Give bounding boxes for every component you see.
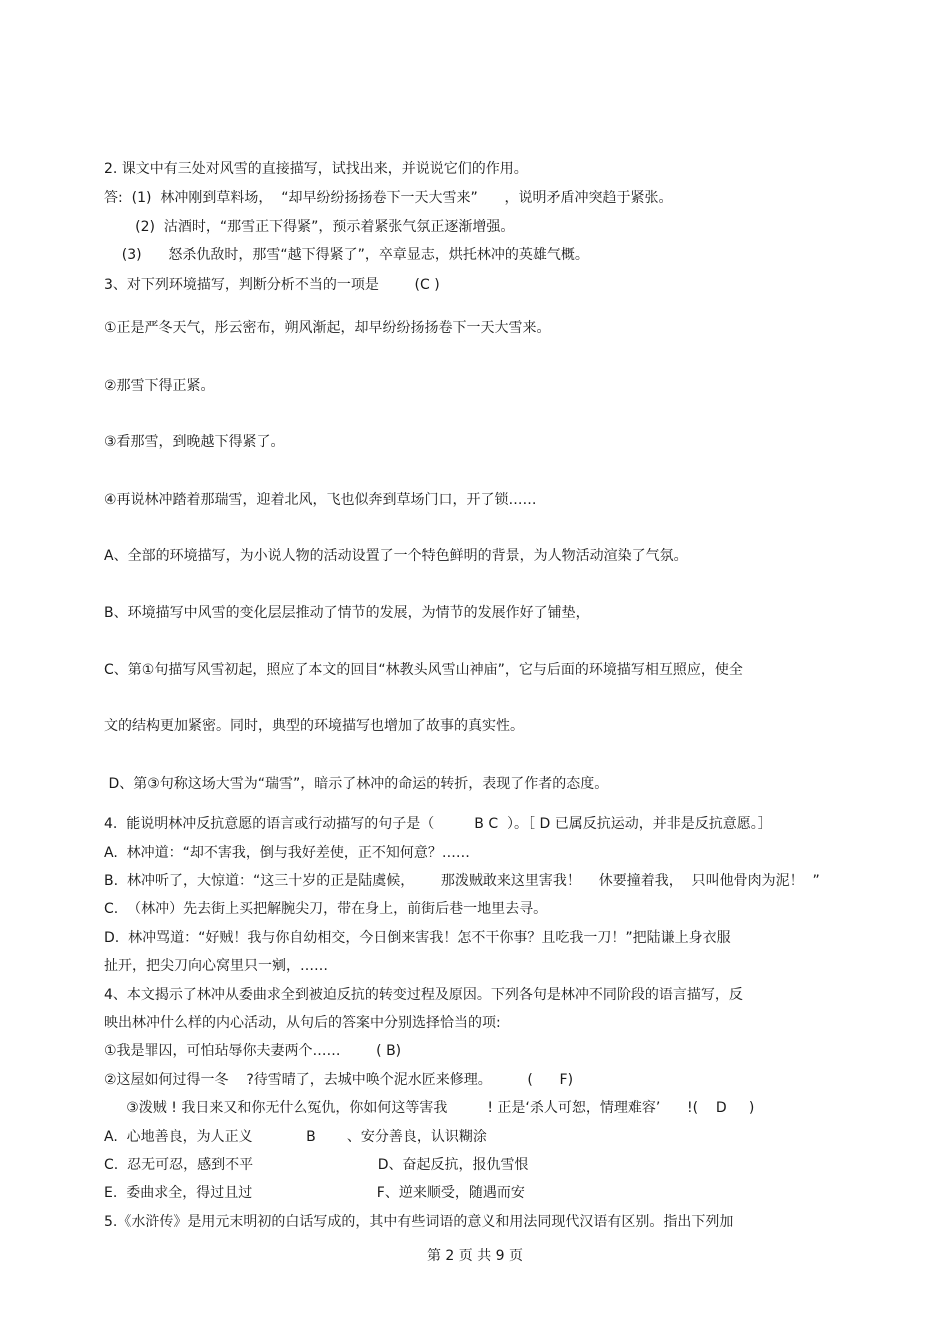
option-c: C、第①句描写风雪初起，照应了本文的回目“林教头风雪山神庙”，它与后面的环境描写相互照应，使全 [104,662,743,678]
question-3-heading: 3、对下列环境描写，判断分析不当的一项是 (C ) [104,277,440,293]
quote-1: ①正是严冬天气，彤云密布，朔风渐起，却早纷纷扬扬卷下一天大雪来。 [104,320,551,336]
answer-line-3: (3) 怒杀仇敌时，那雪“越下得紧了”，卒章显志，烘托林冲的英雄气概。 [104,247,589,263]
question-4b-heading-cont: 映出林冲什么样的内心活动，从句后的答案中分别选择恰当的项: [104,1015,501,1031]
q4-option-c: C. （林冲）先去街上买把解腕尖刀，带在身上，前街后巷一地里去寻。 [104,901,548,917]
option-d: D、第③句称这场大雪为“瑞雪”，暗示了林冲的命运的转折，表现了作者的态度。 [104,776,609,792]
q4b-choices-cd: C. 忍无可忍，感到不平 D、奋起反抗，报仇雪恨 [104,1157,529,1173]
answer-line-2: (2) 沽酒时，“那雪正下得紧”，预示着紧张气氛正逐渐增强。 [104,219,515,235]
q4b-choices-ef: E. 委曲求全，得过且过 F、逆来顺受，随遇而安 [104,1185,525,1201]
q4-option-a: A. 林冲道：“却不害我，倒与我好差使，正不知何意？…… [104,845,470,861]
question-5-heading: 5.《水浒传》是用元末明初的白话写成的，其中有些词语的意义和用法同现代汉语有区别。指出下列加 [104,1214,734,1230]
quote-3: ③看那雪，到晚越下得紧了。 [104,434,285,450]
quote-2: ②那雪下得正紧。 [104,378,215,394]
quote-4: ④再说林冲踏着那瑞雪，迎着北风，飞也似奔到草场门口，开了锁…… [104,492,537,508]
question-4-heading: 4. 能说明林冲反抗意愿的语言或行动描写的句子是（ B C ）。［ D 已属反抗运动，并非是反抗意愿。］ [104,816,772,832]
option-b: B、环境描写中风雪的变化层层推动了情节的发展，为情节的发展作好了铺垫， [104,605,590,621]
q4b-item-2: ②这屋如何过得一冬 ?待雪晴了，去城中唤个泥水匠来修理。 ( F) [104,1072,574,1088]
q4b-choices-ab: A. 心地善良，为人正义 B 、安分善良，认识糊涂 [104,1129,487,1145]
option-a: A、全部的环境描写，为小说人物的活动设置了一个特色鲜明的背景，为人物活动渲染了气氛。 [104,548,688,564]
q4-option-d: D. 林冲骂道：“好贼！我与你自幼相交，今日倒来害我！怎不干你事？且吃我一刀！”把陆谦上身衣服 [104,930,731,946]
q4b-item-1: ①我是罪囚，可怕玷辱你夫妻两个…… ( B) [104,1043,402,1059]
q4b-item-3: ③泼贼 ! 我日来又和你无什么冤仇，你如何这等害我 ! 正是‘杀人可恕，情理难容’ !( D ) [104,1100,755,1116]
q4-option-b: B. 林冲听了，大惊道：“这三十岁的正是陆虞候， 那泼贼敢来这里害我！ 休要撞着我， 只叫他骨肉为泥！ ” [104,873,820,889]
answer-line-1: 答: (1) 林冲刚到草料场， “却早纷纷扬扬卷下一天大雪来” ，说明矛盾冲突趋于紧张。 [104,190,673,206]
page-footer: 第 2 页 共 9 页 [426,1248,524,1264]
option-c-cont: 文的结构更加紧密。同时，典型的环境描写也增加了故事的真实性。 [104,718,524,734]
q4-option-d-cont: 扯开，把尖刀向心窝里只一剜，…… [104,958,328,974]
question-4b-heading: 4、本文揭示了林冲从委曲求全到被迫反抗的转变过程及原因。下列各句是林冲不同阶段的语言描写，反 [104,987,743,1003]
question-2-heading: 2. 课文中有三处对风雪的直接描写，试找出来，并说说它们的作用。 [104,161,528,177]
